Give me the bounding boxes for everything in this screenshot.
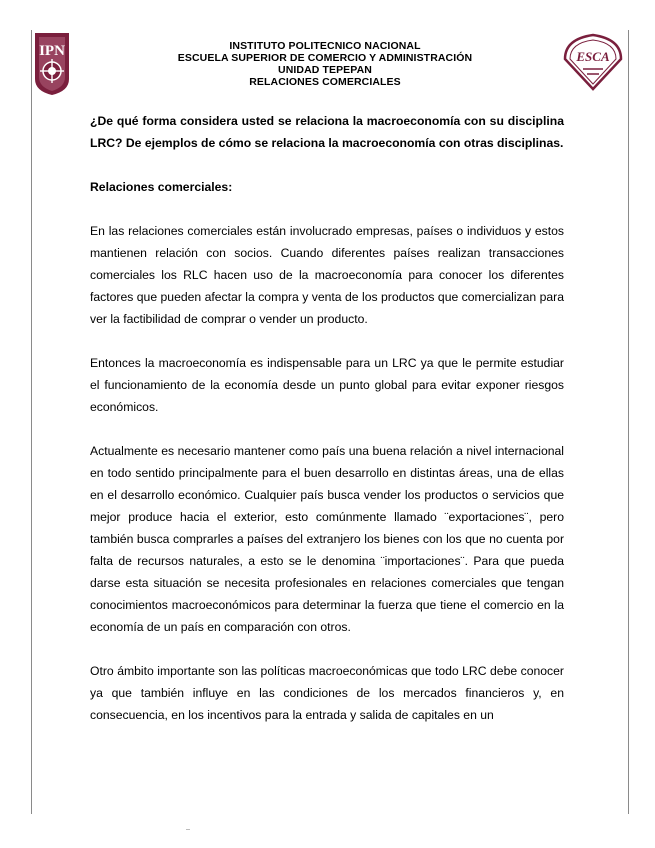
- paragraph-2: Entonces la macroeconomía es indispensable para un LRC ya que le permite estudiar el funcionamiento de la economía desde un punto global para evitar exponer riesgos económicos.: [90, 356, 564, 414]
- document-body: [90, 110, 564, 748]
- question-text: ¿De qué forma considera usted se relaciona la macroeconomía con su disciplina LRC? De ejemplos de cómo se relaciona la macroeconomía con otras disciplinas.: [90, 114, 564, 150]
- ipn-logo-text: IPN: [39, 43, 65, 59]
- header-unit: UNIDAD TEPEPAN: [278, 64, 372, 76]
- header-institution: INSTITUTO POLITECNICO NACIONAL: [229, 40, 421, 52]
- page-border-left: [31, 30, 32, 814]
- esca-logo-text: ESCA: [576, 49, 610, 64]
- page-border-right: [628, 30, 629, 814]
- paragraph-3: Actualmente es necesario mantener como país una buena relación a nivel internacional en todo sentido principalmente para el buen desarrollo en distintas áreas, una de ellas en el desarrollo económico. Cualquier país busca vender los productos o servicios que mejor produce hacia el exterior, esto comúnmente llamado ¨exportaciones¨, pero también busca comprarles a países del extranjero los bienes con los que no cuenta por falta de recursos naturales, a esto se le denomina ¨importaciones¨. Para que pueda darse esta situación se necesita profesionales en relaciones comerciales que tengan conocimientos macroeconómicos para determinar la fuerza que tiene el comercio en la economía de un país en comparación con otros.: [90, 444, 564, 634]
- page-footer-mark: [186, 829, 190, 830]
- paragraph-4: Otro ámbito importante son las políticas macroeconómicas que todo LRC debe conocer ya que también influye en las condiciones de los mercados financieros y, en consecuencia, en los incentivos para la entrada y salida de capitales en un: [90, 664, 564, 722]
- esca-logo: [561, 31, 625, 91]
- header-school: ESCUELA SUPERIOR DE COMERCIO Y ADMINISTRACIÓN: [177, 52, 473, 64]
- section-title: Relaciones comerciales:: [90, 180, 233, 194]
- paragraph-1: En las relaciones comerciales están involucrado empresas, países o individuos y estos mantienen relación con socios. Cuando diferentes países realizan transacciones comerciales los RLC hacen uso de la macroeconomía para conocer los diferentes factores que pueden afectar la compra y venta de los productos que comercializan para ver la factibilidad de comprar o vender un producto.: [90, 224, 564, 326]
- ipn-logo: [32, 31, 72, 97]
- header-subject: RELACIONES COMERCIALES: [249, 76, 401, 88]
- document-header: [90, 40, 560, 88]
